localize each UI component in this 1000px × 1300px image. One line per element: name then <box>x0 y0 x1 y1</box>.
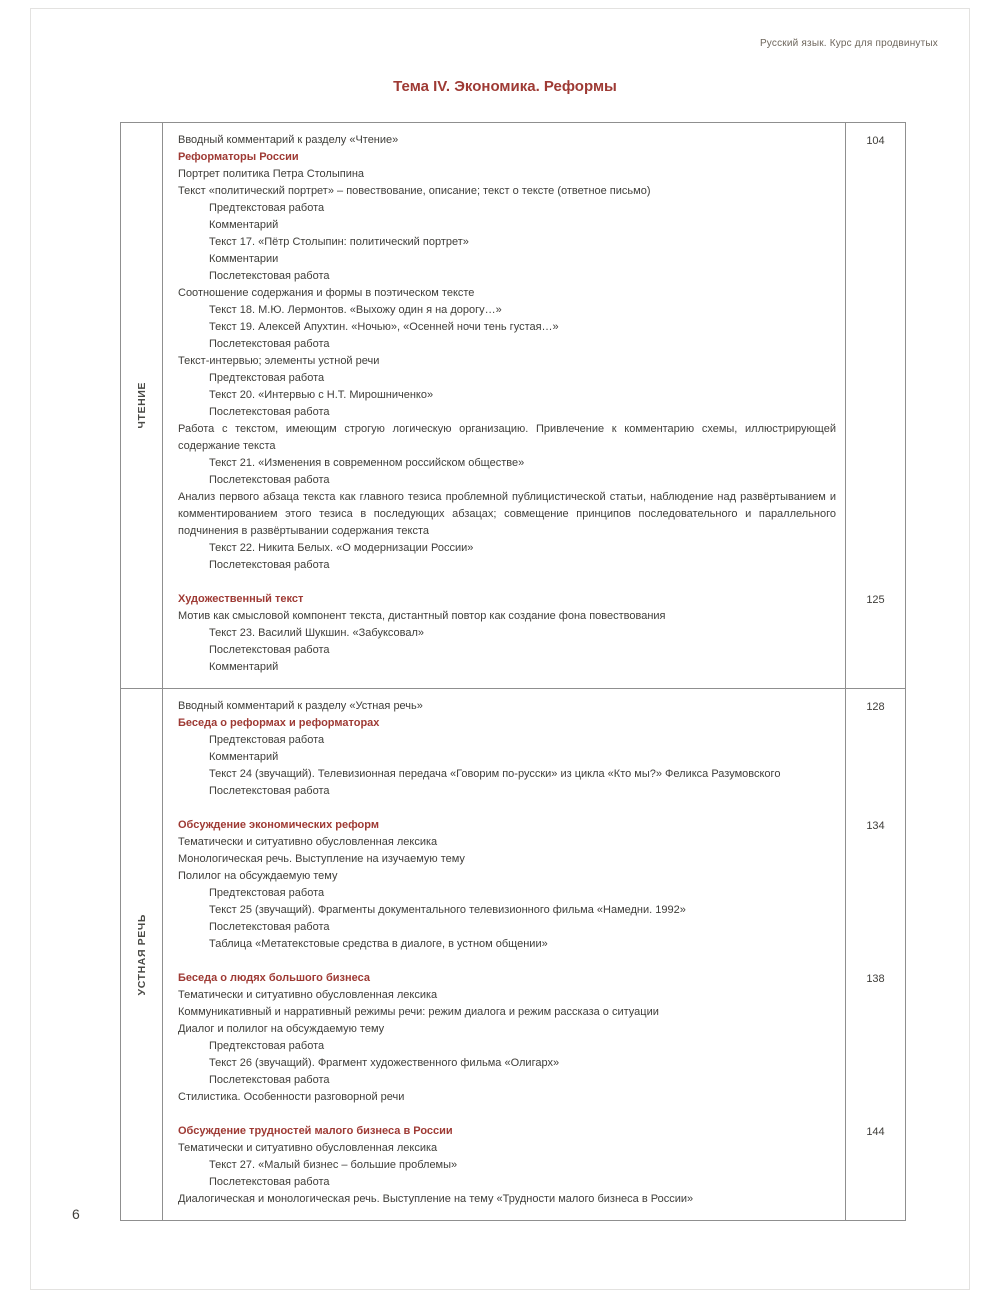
toc-line: Предтекстовая работа <box>209 734 325 746</box>
toc-table <box>120 122 906 1221</box>
toc-line: Соотношение содержания и формы в поэтическом тексте <box>178 287 475 299</box>
toc-line: Комментарий <box>209 661 279 673</box>
toc-block-lines <box>163 591 846 676</box>
toc-page-number: 128 <box>866 701 885 713</box>
toc-block <box>163 132 905 574</box>
toc-line: Комментарий <box>209 219 279 231</box>
toc-line: Диалогическая и монологическая речь. Выступление на тему «Трудности малого бизнеса в России» <box>178 1193 694 1205</box>
toc-line: Комментарий <box>209 751 279 763</box>
toc-line: Вводный комментарий к разделу «Устная речь» <box>178 700 423 712</box>
toc-page-number: 138 <box>866 973 885 985</box>
toc-line: Текст 23. Василий Шукшин. «Забуксовал» <box>209 627 424 639</box>
page-title: Тема IV. Экономика. Реформы <box>393 78 617 95</box>
toc-line: Текст 26 (звучащий). Фрагмент художественного фильма «Олигарх» <box>209 1057 560 1069</box>
running-header: Русский язык. Курс для продвинутых <box>759 38 938 49</box>
toc-line: Тематически и ситуативно обусловленная лексика <box>178 1142 438 1154</box>
toc-page-number: 134 <box>866 820 885 832</box>
toc-heading-line: Беседа о реформах и реформаторах <box>178 717 380 729</box>
toc-line: Предтекстовая работа <box>209 372 325 384</box>
toc-line: Полилог на обсуждаемую тему <box>178 870 338 882</box>
footer-page-number: 6 <box>72 1206 80 1222</box>
toc-block <box>163 698 905 800</box>
section-label-cell <box>121 123 163 688</box>
toc-line: Послетекстовая работа <box>209 1176 330 1188</box>
toc-line: Текст 27. «Малый бизнес – большие проблемы» <box>209 1159 458 1171</box>
section-blocks <box>163 123 905 688</box>
toc-line: Текст 22. Никита Белых. «О модернизации России» <box>209 542 474 554</box>
toc-block-lines <box>163 698 846 800</box>
toc-line: Работа с текстом, имеющим строгую логическую организацию. Привлечение к комментарию схемы, иллюстрирующей содержание текста <box>178 423 836 452</box>
toc-line: Тематически и ситуативно обусловленная лексика <box>178 836 438 848</box>
toc-block <box>163 817 905 953</box>
toc-block <box>163 591 905 676</box>
toc-line: Послетекстовая работа <box>209 785 330 797</box>
toc-line: Предтекстовая работа <box>209 1040 325 1052</box>
toc-block <box>163 1123 905 1208</box>
toc-line: Текст 18. М.Ю. Лермонтов. «Выхожу один я на дорогу…» <box>209 304 502 316</box>
toc-line: Послетекстовая работа <box>209 644 330 656</box>
toc-line: Тематически и ситуативно обусловленная лексика <box>178 989 438 1001</box>
toc-line: Стилистика. Особенности разговорной речи <box>178 1091 405 1103</box>
toc-block-lines <box>163 970 846 1106</box>
toc-heading-line: Обсуждение экономических реформ <box>178 819 379 831</box>
section-label: УСТНАЯ РЕЧЬ <box>135 913 148 996</box>
toc-heading-line: Обсуждение трудностей малого бизнеса в России <box>178 1125 453 1137</box>
toc-line: Комментарии <box>209 253 279 265</box>
toc-line: Послетекстовая работа <box>209 474 330 486</box>
toc-line: Послетекстовая работа <box>209 406 330 418</box>
toc-line: Таблица «Метатекстовые средства в диалоге, в устном общении» <box>209 938 548 950</box>
section-blocks <box>163 689 905 1220</box>
toc-line: Послетекстовая работа <box>209 338 330 350</box>
toc-block-lines <box>163 1123 846 1208</box>
toc-line: Послетекстовая работа <box>209 1074 330 1086</box>
toc-line: Коммуникативный и нарративный режимы речи: режим диалога и режим рассказа о ситуации <box>178 1006 659 1018</box>
toc-page-number: 144 <box>866 1126 885 1138</box>
toc-section-reading <box>121 123 905 688</box>
toc-line: Портрет политика Петра Столыпина <box>178 168 365 180</box>
toc-line: Текст «политический портрет» – повествование, описание; текст о тексте (ответное письмо) <box>178 185 651 197</box>
toc-line: Послетекстовая работа <box>209 559 330 571</box>
toc-line: Текст 24 (звучащий). Телевизионная передача «Говорим по-русски» из цикла «Кто мы?» Феликса Разумовского <box>209 768 781 780</box>
toc-line: Послетекстовая работа <box>209 921 330 933</box>
toc-page-number: 104 <box>866 135 885 147</box>
toc-line: Текст 21. «Изменения в современном российском обществе» <box>209 457 525 469</box>
toc-section-speaking <box>121 688 905 1220</box>
toc-block-lines <box>163 132 846 574</box>
toc-line: Текст-интервью; элементы устной речи <box>178 355 380 367</box>
toc-line: Монологическая речь. Выступление на изучаемую тему <box>178 853 465 865</box>
toc-line: Диалог и полилог на обсуждаемую тему <box>178 1023 385 1035</box>
section-label: ЧТЕНИЕ <box>135 382 148 429</box>
toc-heading-line: Художественный текст <box>178 593 304 605</box>
toc-heading-line: Реформаторы России <box>178 151 299 163</box>
toc-line: Анализ первого абзаца текста как главного тезиса проблемной публицистической статьи, наблюдение над развёртыванием и комментированием этого тезиса в последующих абзацах; совмещение принципов последовательного и параллельного подчинения в развёртывании содержания текста <box>178 491 836 537</box>
toc-block <box>163 970 905 1106</box>
toc-line: Текст 17. «Пётр Столыпин: политический портрет» <box>209 236 469 248</box>
toc-line: Предтекстовая работа <box>209 887 325 899</box>
toc-line: Мотив как смысловой компонент текста, дистантный повтор как создание фона повествования <box>178 610 666 622</box>
toc-line: Текст 20. «Интервью с Н.Т. Мирошниченко» <box>209 389 434 401</box>
toc-heading-line: Беседа о людях большого бизнеса <box>178 972 370 984</box>
toc-line: Текст 19. Алексей Апухтин. «Ночью», «Осенней ночи тень густая…» <box>209 321 559 333</box>
section-label-cell <box>121 689 163 1220</box>
toc-page-number: 125 <box>866 594 885 606</box>
toc-line: Предтекстовая работа <box>209 202 325 214</box>
toc-line: Вводный комментарий к разделу «Чтение» <box>178 134 399 146</box>
toc-line: Послетекстовая работа <box>209 270 330 282</box>
toc-line: Текст 25 (звучащий). Фрагменты документального телевизионного фильма «Намедни. 1992» <box>209 904 686 916</box>
toc-block-lines <box>163 817 846 953</box>
